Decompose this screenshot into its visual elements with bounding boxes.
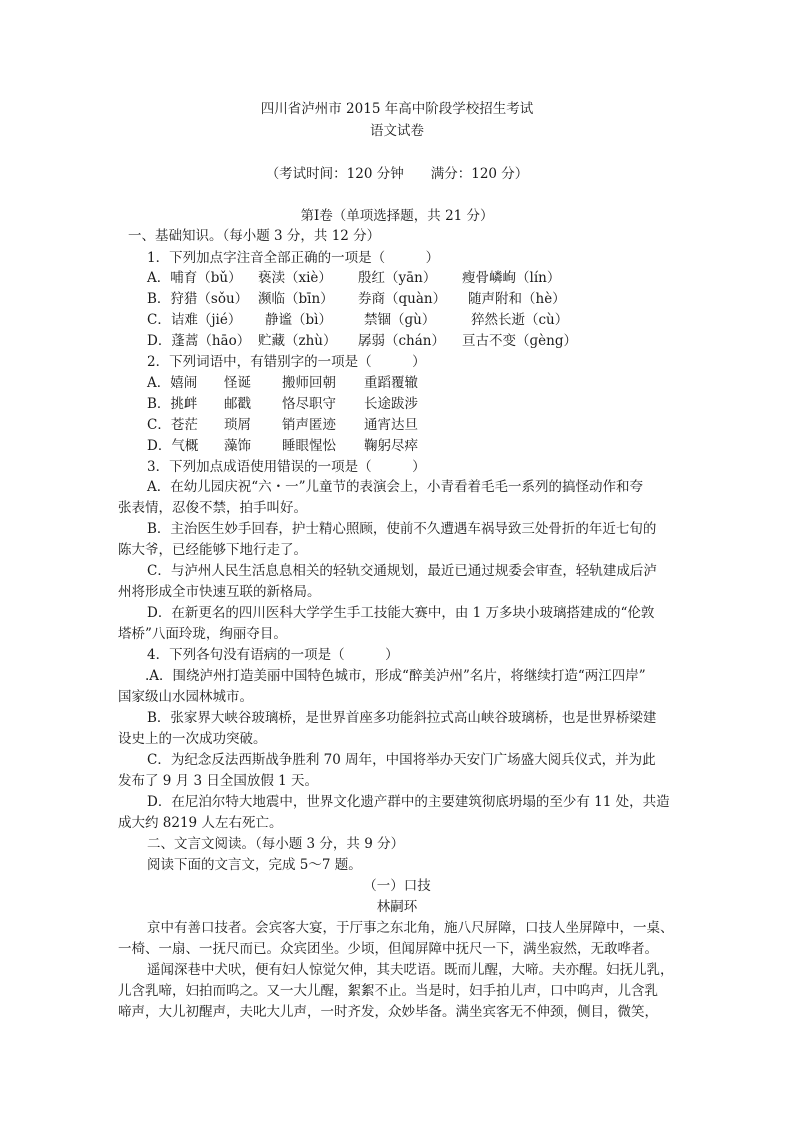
q3-stem: 3．下列加点成语使用错误的一项是（ ） <box>147 459 426 475</box>
passage-p2-line2: 儿含乳啼，妇拍而呜之。又一大儿醒，絮絮不止。当是时，妇手拍儿声，口中呜声，儿含乳 <box>118 983 658 999</box>
q3-option-a-line1: A．在幼儿园庆祝“六・一”儿童节的表演会上，小青看着毛毛一系列的搞怪动作和夸 <box>147 479 644 495</box>
q4-option-c-line2: 发布了 9 月 3 日全国放假 1 天。 <box>118 773 319 789</box>
passage-p1-line2: 一椅、一扇、一抚尺而已。众宾团坐。少顷，但闻屏障中抚尺一下，满坐寂然，无敢哗者。 <box>118 941 658 957</box>
q4-option-a-line1: .A．围绕泸州打造美丽中国特色城市，形成“醉美泸州”名片，将继续打造“两江四岸” <box>145 668 646 684</box>
exam-title: 四川省泸州市 2015 年高中阶段学校招生考试 <box>260 101 534 117</box>
q3-option-d-line1: D．在新更名的四川医科大学学生手工技能大赛中，由 1 万多块小玻璃搭建成的“伦敦 <box>147 605 655 621</box>
exam-page: 四川省泸州市 2015 年高中阶段学校招生考试 语文试卷 （考试时间：120 分钟 满分：120 分） 第Ⅰ卷（单项选择题，共 21 分） 一、基础知识。（每小题 3 分，共 12 分） 1．下列加点字注音全部正确的一项是（ ） A．哺育（bǔ） 亵渎（xiè） 殷红（yān） 瘦骨嶙峋（lín） B．狩猎（sǒu） 濒临（bīn） 券商（quàn） 随声附和（hè） C．诘难（jié） 静谧（bì） 禁锢（ɡù） 猝然长逝（cù） D．蓬蒿（hāo） 贮藏（zhù） 孱弱（chán） 亘古不变（ɡèng） 2．下列词语中，有错别字的一项是（ ） A．嬉闹 怪诞 搬师回朝 重蹈覆辙 B．挑衅 邮戳 恪尽职守 长途跋涉 C．苍茫 琐屑 销声匿迹 通宵达旦 D．气概 藻饰 睡眼惺忪 鞠躬尽瘁 3．下列加点成语使用错误的一项是（ ） A．在幼儿园庆祝“六・一”儿童节的表演会上，小青看着毛毛一系列的搞怪动作和夸 张表情，忍俊不禁，拍手叫好。 B．主治医生妙手回春，护士精心照顾，使前不久遭遇车祸导致三处骨折的年近七旬的 陈大爷，已经能够下地行走了。 C．与泸州人民生活息息相关的轻轨交通规划，最近已通过规委会审查，轻轨建成后泸 州将形成全市快速互联的新格局。 D．在新更名的四川医科大学学生手工技能大赛中，由 1 万多块小玻璃搭建成的“伦敦 塔桥”八面玲珑，绚丽夺目。 4．下列各句没有语病的一项是（ ） .A．围绕泸州打造美丽中国特色城市，形成“醉美泸州”名片，将继续打造“两江四岸” 国家级山水园林城市。 B．张家界大峡谷玻璃桥，是世界首座多功能斜拉式高山峡谷玻璃桥，也是世界桥梁建 设史上的一次成功突破。 C．为纪念反法西斯战争胜利 70 周年，中国将举办天安门广场盛大阅兵仪式，并为此 发布了 9 月 3 日全国放假 1 天。 D．在尼泊尔特大地震中，世界文化遗产群中的主要建筑彻底坍塌的至少有 11 处，共造 成大约 8219 人左右死亡。 二、文言文阅读。（每小题 3 分，共 9 分） 阅读下面的文言文，完成 5～7 题。 （一）口技 林嗣环 京中有善口技者。会宾客大宴，于厅事之东北角，施八尺屏障，口技人坐屏障中，一桌、 一椅、一扇、一抚尺而已。众宾团坐。少顷，但闻屏障中抚尺一下，满坐寂然，无敢哗者。 遥闻深巷中犬吠，便有妇人惊觉欠伸，其夫呓语。既而儿醒，大啼。夫亦醒。妇抚儿乳， 儿含乳啼，妇拍而呜之。又一大儿醒，絮絮不止。当是时，妇手拍儿声，口中呜声，儿含乳 啼声，大儿初醒声，夫叱大儿声，一时齐发，众妙毕备。满坐宾客无不伸颈，侧目，微笑， <box>0 0 794 1123</box>
q3-option-c-line2: 州将形成全市快速互联的新格局。 <box>118 584 321 600</box>
q3-option-b-line2: 陈大爷，已经能够下地行走了。 <box>118 542 307 558</box>
q4-option-c-line1: C．为纪念反法西斯战争胜利 70 周年，中国将举办天安门广场盛大阅兵仪式，并为此 <box>147 752 656 768</box>
q4-option-b-line2: 设史上的一次成功突破。 <box>118 731 267 747</box>
q4-option-d-line2: 成大约 8219 人左右死亡。 <box>118 815 283 831</box>
part1-heading: 一、基础知识。（每小题 3 分，共 12 分） <box>128 228 381 244</box>
passage-p1-line1: 京中有善口技者。会宾客大宴，于厅事之东北角，施八尺屏障，口技人坐屏障中，一桌、 <box>147 920 674 936</box>
part2-intro: 阅读下面的文言文，完成 5～7 题。 <box>147 857 362 873</box>
exam-subject: 语文试卷 <box>370 123 424 139</box>
section-title: 第Ⅰ卷（单项选择题，共 21 分） <box>300 208 494 224</box>
part2-heading: 二、文言文阅读。（每小题 3 分，共 9 分） <box>147 836 405 852</box>
q3-option-c-line1: C．与泸州人民生活息息相关的轻轨交通规划，最近已通过规委会审查，轻轨建成后泸 <box>147 563 657 579</box>
exam-info: （考试时间：120 分钟 满分：120 分） <box>265 166 529 182</box>
q4-stem: 4．下列各句没有语病的一项是（ ） <box>147 647 399 663</box>
passage-p2-line1: 遥闻深巷中犬吠，便有妇人惊觉欠伸，其夫呓语。既而儿醒，大啼。夫亦醒。妇抚儿乳， <box>147 962 674 978</box>
passage-author: 林嗣环 <box>376 899 418 915</box>
passage-title: （一）口技 <box>363 878 431 894</box>
q4-option-d-line1: D．在尼泊尔特大地震中，世界文化遗产群中的主要建筑彻底坍塌的至少有 11 处，共造 <box>147 794 670 810</box>
q4-option-b-line1: B．张家界大峡谷玻璃桥，是世界首座多功能斜拉式高山峡谷玻璃桥，也是世界桥梁建 <box>147 710 657 726</box>
passage-p2-line3: 啼声，大儿初醒声，夫叱大儿声，一时齐发，众妙毕备。满坐宾客无不伸颈，侧目，微笑， <box>118 1004 658 1020</box>
q4-option-a-line2: 国家级山水园林城市。 <box>118 689 253 705</box>
q2-stem: 2．下列词语中，有错别字的一项是（ ） <box>147 354 426 370</box>
q1-stem: 1．下列加点字注音全部正确的一项是（ ） <box>147 250 440 266</box>
q3-option-a-line2: 张表情，忍俊不禁，拍手叫好。 <box>118 500 307 516</box>
q3-option-b-line1: B．主治医生妙手回春，护士精心照顾，使前不久遭遇车祸导致三处骨折的年近七旬的 <box>147 521 657 537</box>
q3-option-d-line2: 塔桥”八面玲珑，绚丽夺目。 <box>118 626 287 642</box>
